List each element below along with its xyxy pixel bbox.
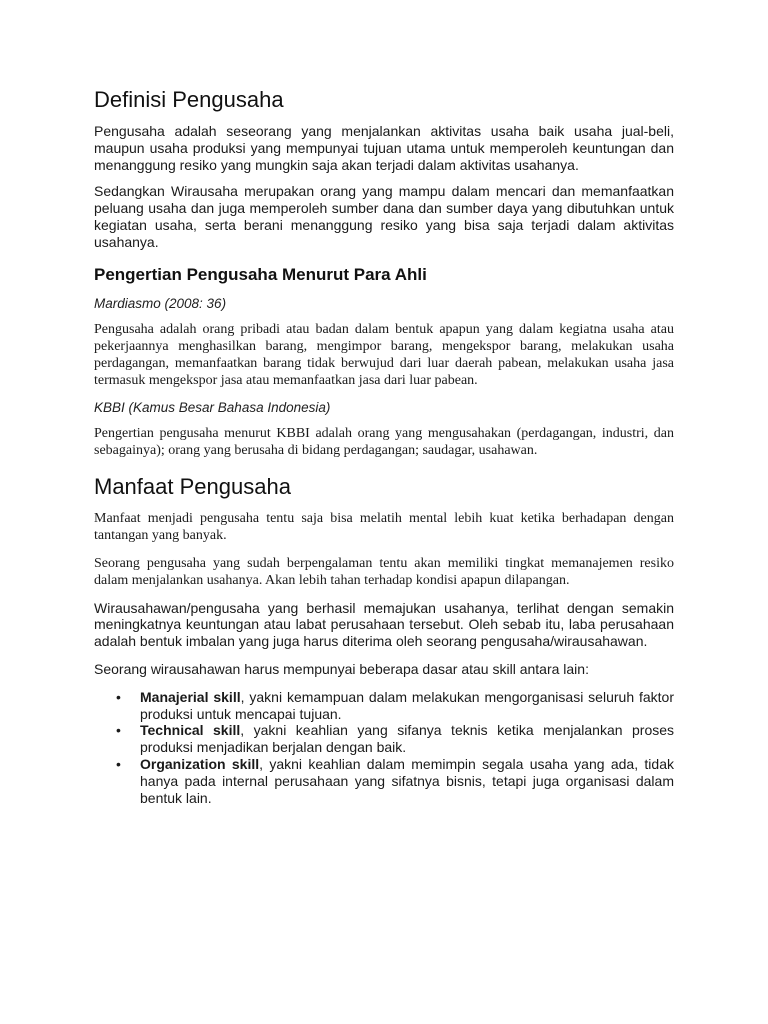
skills-list [94, 689, 674, 807]
paragraph-wirausaha: Sedangkan Wirausaha merupakan orang yang mampu dalam mencari dan memanfaatkan peluang usaha dan juga memperoleh sumber dana dan sumber daya yang dibutuhkan untuk kegiatan usaha, serta berani menanggung resiko yang bisa saja terjadi dalam aktivitas usahanya. [94, 183, 674, 250]
heading-pengertian-ahli: Pengertian Pengusaha Menurut Para Ahli [94, 264, 427, 284]
bullet-icon: • [116, 688, 121, 705]
skill-term: Manajerial skill [140, 688, 241, 705]
list-item [94, 689, 674, 723]
paragraph-skills-intro: Seorang wirausahawan harus mempunyai beberapa dasar atau skill antara lain: [94, 660, 589, 677]
list-item [94, 722, 674, 756]
list-item [94, 756, 674, 806]
source-mardiasmo: Mardiasmo (2008: 36) [94, 295, 227, 311]
paragraph-manfaat-3: Wirausahawan/pengusaha yang berhasil memajukan usahanya, terlihat dengan semakin meningkatnya keuntungan atau labat perusahaan tersebut. Oleh sebab itu, laba perusahaan adalah bentuk imbalan yang juga harus diterima oleh seorang pengusaha/wirausahawan. [94, 599, 674, 650]
heading-definisi-pengusaha: Definisi Pengusaha [94, 87, 284, 112]
document-page [94, 86, 674, 806]
source-kbbi: KBBI (Kamus Besar Bahasa Indonesia) [94, 399, 331, 415]
paragraph-kbbi: Pengertian pengusaha menurut KBBI adalah orang yang mengusahakan (perdagangan, industri, dan sebagainya); orang yang berusaha di bidang perdagangan; saudagar, usahawan. [94, 425, 674, 458]
skill-term: Organization skill [140, 755, 260, 772]
paragraph-definisi: Pengusaha adalah seseorang yang menjalankan aktivitas usaha baik usaha jual-beli, maupun usaha produksi yang mempunyai tujuan utama untuk memperoleh keuntungan dan menanggung resiko yang mungkin saja akan terjadi dalam aktivitas usahanya. [94, 123, 674, 173]
bullet-icon: • [116, 722, 121, 739]
skill-description: , yakni kemampuan dalam melakukan mengorganisasi seluruh faktor produksi untuk mencapai tujuan. [140, 688, 674, 722]
paragraph-manfaat-1: Manfaat menjadi pengusaha tentu saja bisa melatih mental lebih kuat ketika berhadapan dengan tantangan yang banyak. [94, 510, 674, 543]
skill-description: , yakni keahlian dalam memimpin segala usaha yang ada, tidak hanya pada internal perusahaan yang sifatnya bisnis, tetapi juga organisasi dalam bentuk lain. [140, 755, 674, 806]
paragraph-manfaat-2: Seorang pengusaha yang sudah berpengalaman tentu akan memiliki tingkat memanajemen resiko dalam menjalankan usahanya. Akan lebih tahan terhadap kondisi apapun dilapangan. [94, 555, 674, 588]
skill-description: , yakni keahlian yang sifanya teknis ketika menjalankan proses produksi menjadikan berjalan dengan baik. [140, 722, 675, 756]
skill-term: Technical skill [140, 722, 241, 739]
bullet-icon: • [116, 755, 121, 772]
paragraph-mardiasmo: Pengusaha adalah orang pribadi atau badan dalam bentuk apapun yang dalam kegiatna usaha atau pekerjaannya menghasilkan barang, mengimpor barang, mengekspor barang, melakukan usaha perdagangan, memanfaatkan barang tidak berwujud dari luar daerah pabean, melakukan usaha jasa termasuk mengekspor jasa atau memanfaatkan jasa dari luar pabean. [94, 321, 674, 388]
heading-manfaat-pengusaha: Manfaat Pengusaha [94, 473, 291, 499]
